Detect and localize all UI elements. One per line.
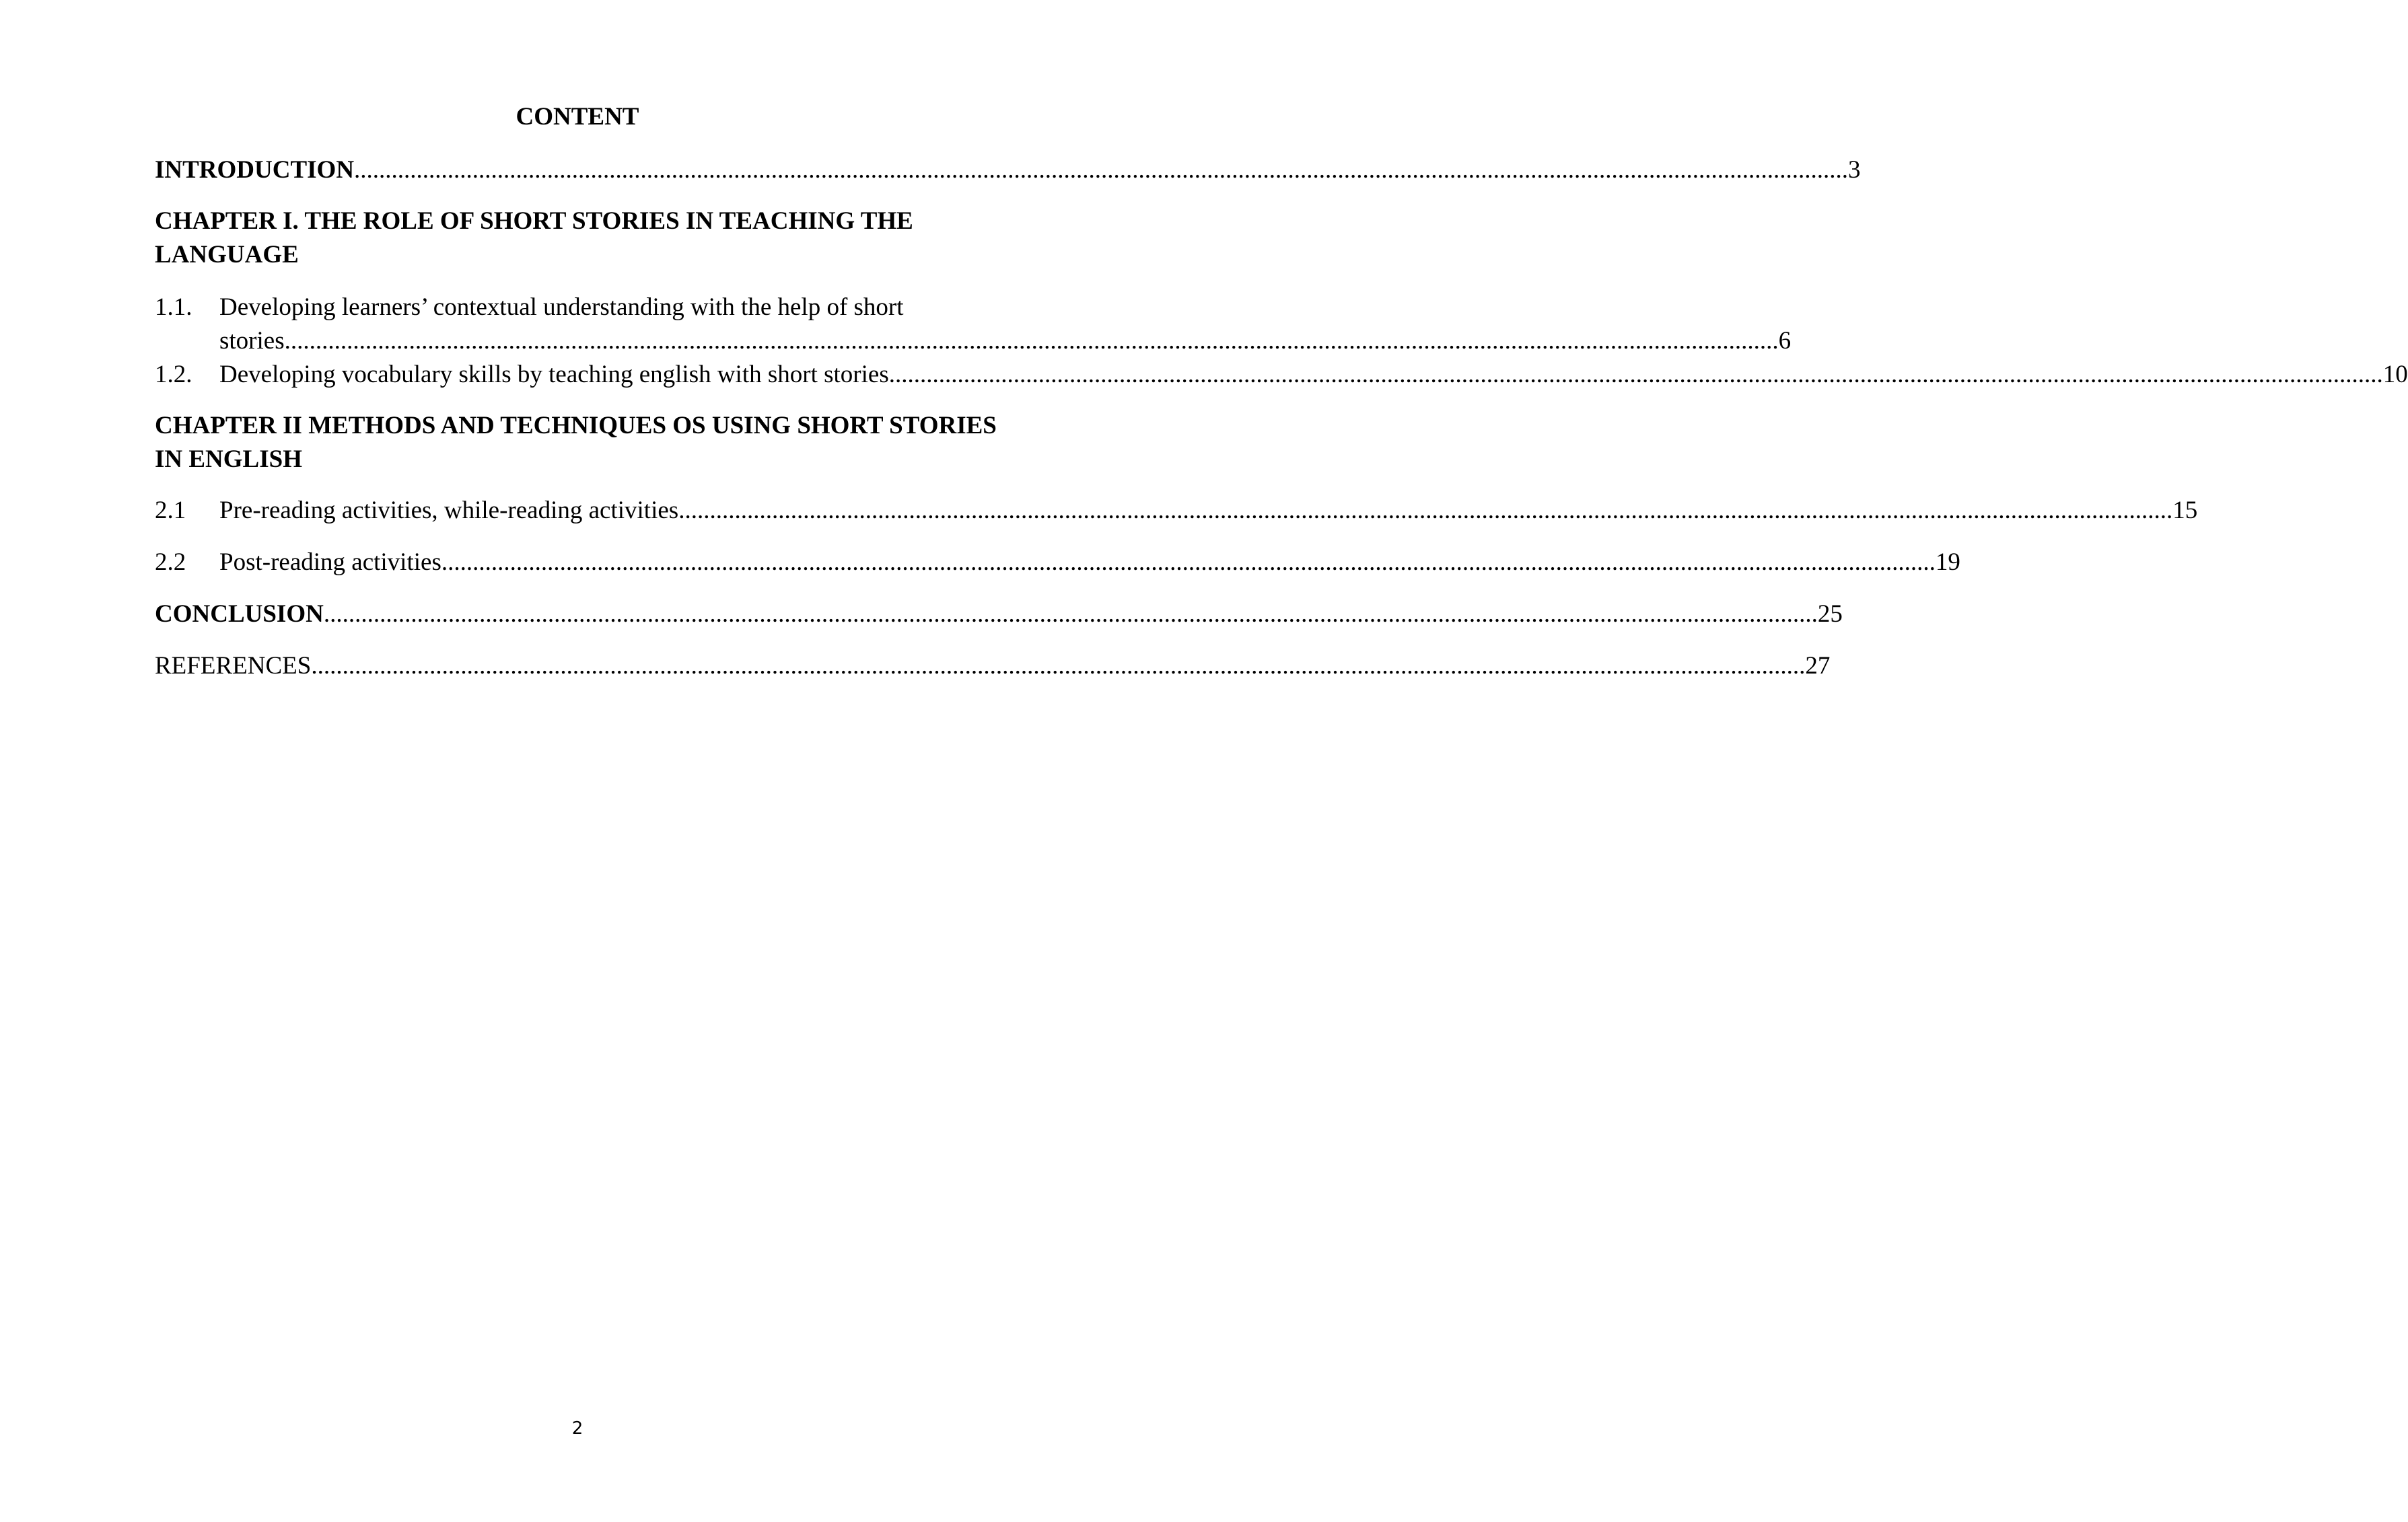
- section-number: 1.1.: [155, 293, 192, 321]
- toc-section-1-1: [155, 291, 1792, 358]
- dot-leader: [311, 649, 1805, 683]
- page-number-footer: 2: [571, 1418, 583, 1439]
- dot-leader: [285, 324, 1779, 358]
- dot-leader: [889, 358, 2383, 392]
- toc-entry: [219, 324, 1791, 358]
- toc-entry: [155, 153, 1861, 187]
- toc-section-2-1: [155, 494, 2198, 528]
- toc-section-1-2: [155, 358, 2408, 392]
- section-number: 1.2.: [155, 361, 192, 388]
- toc-section-2-2: [155, 546, 1960, 579]
- toc-label: stories: [219, 327, 285, 355]
- dot-leader: [678, 494, 2172, 528]
- toc-entry: [155, 597, 1843, 631]
- toc-label: INTRODUCTION: [155, 156, 355, 184]
- toc-page-number: 15: [2172, 497, 2198, 524]
- toc-label: CONCLUSION: [155, 600, 324, 628]
- toc-page-number: 25: [1817, 600, 1843, 628]
- dot-leader: [441, 546, 1936, 579]
- toc-page-number: 6: [1778, 327, 1792, 355]
- toc-entry: [219, 494, 2197, 528]
- toc-entry: [155, 649, 1831, 683]
- section-number: 2.2: [155, 548, 186, 576]
- toc-label: REFERENCES: [155, 652, 312, 680]
- toc-chapter-2-heading: CHAPTER II METHODS AND TECHNIQUES OS USING SHORT STORIES IN ENGLISH: [155, 412, 997, 473]
- toc-page-number: 3: [1848, 156, 1861, 184]
- toc-page-number: 10: [2382, 361, 2408, 388]
- toc-label: Post-reading activities: [219, 548, 441, 576]
- toc-chapter-1-heading: CHAPTER I. THE ROLE OF SHORT STORIES IN TEACHING THE LANGUAGE: [155, 207, 913, 268]
- toc-label-line-1: Developing learners’ contextual understanding with the help of short: [219, 293, 904, 321]
- toc-conclusion: [155, 597, 1843, 631]
- toc-page-number: 19: [1935, 548, 1960, 576]
- toc-page-number: 27: [1805, 652, 1831, 680]
- dot-leader: [354, 153, 1848, 187]
- toc-label: Developing vocabulary skills by teaching english with short stories: [219, 361, 889, 388]
- toc-references: [155, 649, 1831, 683]
- dot-leader: [324, 597, 1818, 631]
- section-number: 2.1: [155, 497, 186, 524]
- toc-introduction: [155, 153, 1861, 187]
- toc-label: Pre-reading activities, while-reading activities: [219, 497, 679, 524]
- toc-entry: [219, 358, 2408, 392]
- page-title: CONTENT: [516, 103, 639, 131]
- toc-entry: [219, 546, 1960, 579]
